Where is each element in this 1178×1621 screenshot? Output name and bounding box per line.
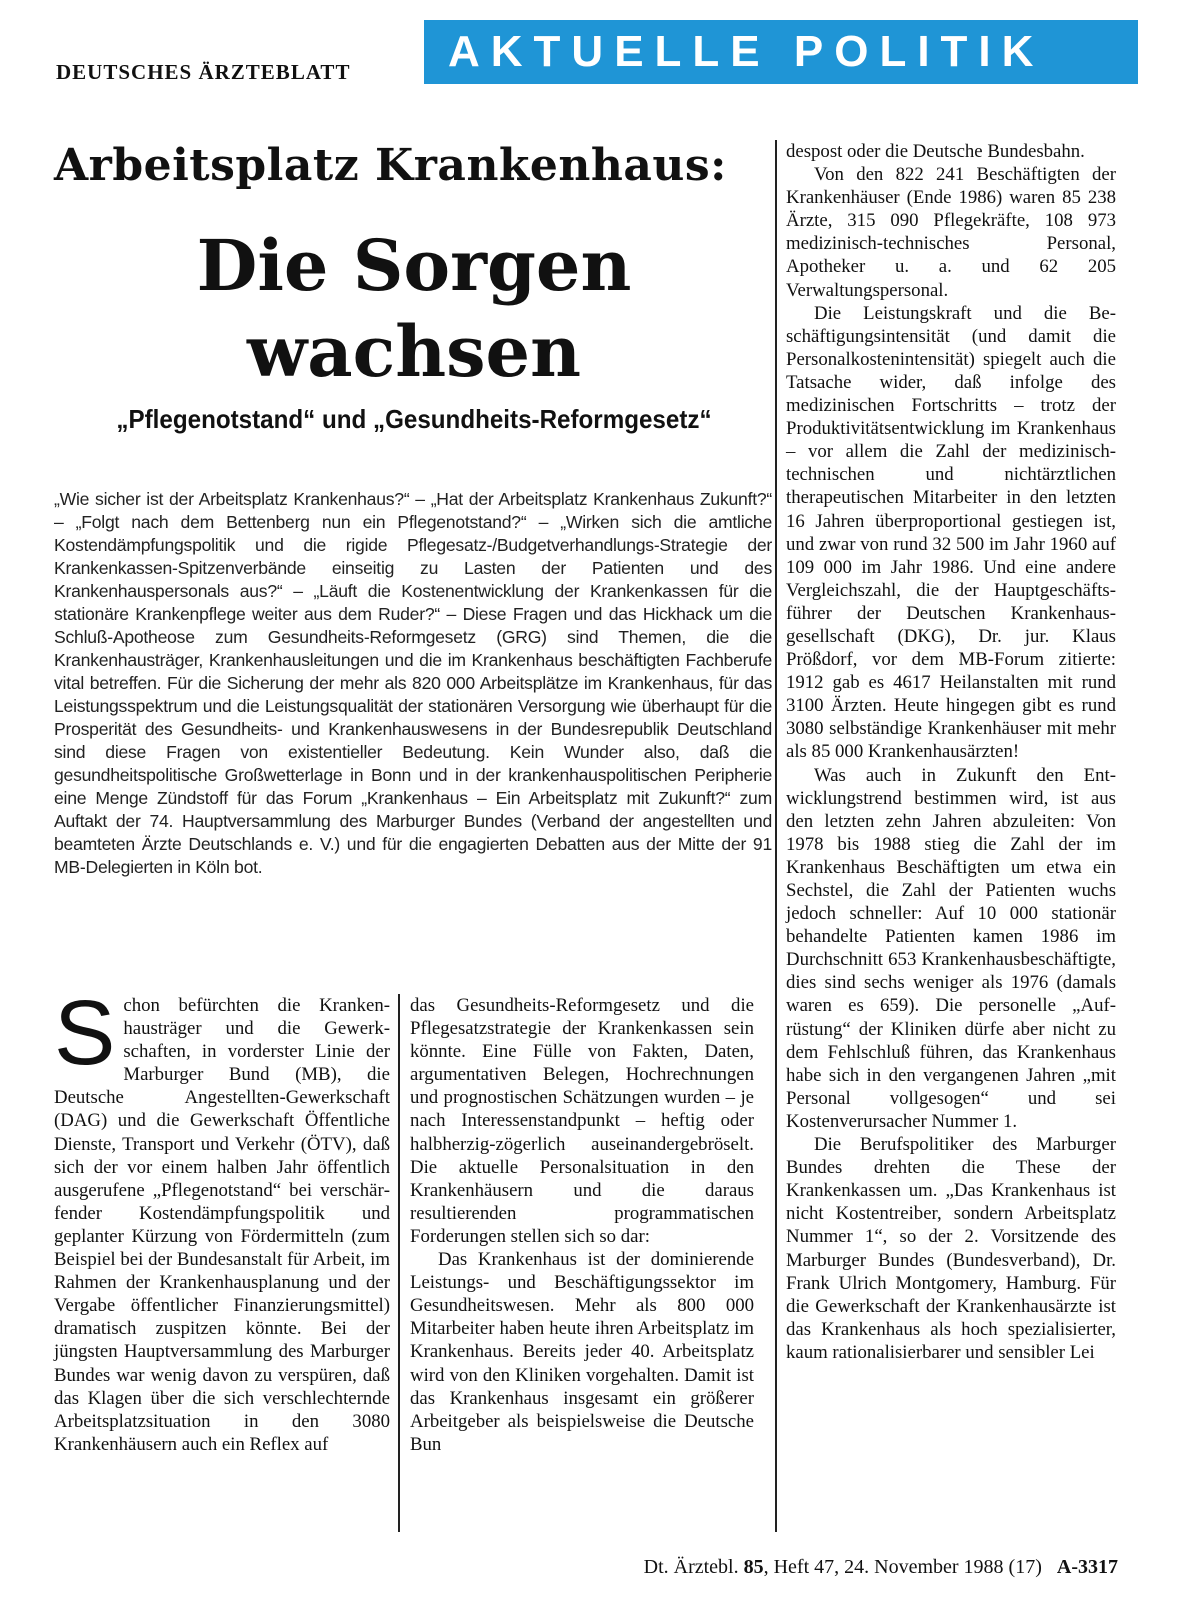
page-footer: [644, 1556, 1118, 1579]
paragraph: das Gesundheits-Reformgesetz und die Pflegesatzstrategie der Krankenkassen sein könnte. Eine Fülle von Fakten, Daten, argumentativen Belegen, Hochrechnungen und prognostischen Schätzungen wurden – je nach Interessenstandpunkt – heftig oder halbherzig-zögerlich auseinandergebröselt. Die aktuelle Personalsituation in den Krankenhäusern und die daraus resultierenden programmatischen Forderungen stellen sich so dar:: [410, 995, 754, 1247]
article-kicker: Arbeitsplatz Krankenhaus:: [54, 140, 727, 191]
article-lead: „Wie sicher ist der Arbeitsplatz Krankenhaus?“ – „Hat der Arbeitsplatz Krankenhaus Zukunft?“ – „Folgt nach dem Bettenberg nun ein Pflegenotstand?“ – „Wirken sich die amtliche Kostendämpfungspolitik und die rigide Pflegesatz-/Budgetverhandlungs-Strategie der Krankenkassen-Spitzenverbände einseitig zu Lasten der Patienten und des Krankenhauspersonals aus?“ – „Läuft die Kostenentwicklung der Krankenkassen für die stationäre Krankenpflege weiter aus dem Ruder?“ – Diese Fragen und das Hickhack um die Schluß-Apotheose zum Gesundheits-Reformgesetz (GRG) sind Themen, die die Krankenhausträger, Krankenhausleitungen und die im Krankenhaus beschäftigten Fachberufe vital betreffen. Für die Sicherung der mehr als 820 000 Arbeitsplätze im Krankenhaus, für das Leistungsspektrum und die Leistungsqualität der stationären Versorgung wie überhaupt für die Prosperität des Gesundheits- und Krankenhauswesens in der Bundesrepublik Deutschland sind diese Fragen von existentieller Bedeutung. Kein Wunder also, daß die gesundheitspolitische Großwetterlage in Bonn und in der krankenhauspolitischen Peripherie eine Menge Zündstoff für das Forum „Krankenhaus – Ein Arbeitsplatz mit Zukunft?“ zum Auftakt der 74. Hauptversammlung des Marburger Bundes (Verband der angestellten und beamteten Ärzte Deutschlands e. V.) und für die engagierten Debatten aus der Mitte der 91 MB-Delegierten in Köln bot.: [54, 489, 772, 877]
drop-cap: S: [54, 982, 116, 1084]
paragraph: despost oder die Deutsche Bundesbahn.: [786, 141, 1085, 162]
body-column-1: [54, 982, 390, 1456]
column-rule-main: [775, 140, 777, 1532]
masthead: DEUTSCHES ÄRZTEBLATT: [56, 60, 351, 84]
paragraph: Was auch in Zukunft den Entwicklungstrend bestimmen wird, ist aus den letzten zehn Jahren abzuleiten: Von 1978 bis 1988 stieg die Zahl der im Krankenhaus Beschäftigten um etwa ein Sechstel, die Zahl der Patienten wuchs jedoch schneller: Auf 10 000 stationär behandelte Patienten kamen 1986 im Durchschnitt 653 Krankenhausbeschäftigte, dies sind sechs weniger als 1976 (damals waren es 659). Die personelle „Aufrüstung“ der Kliniken dürfe aber nicht zu dem Fehlschluß führen, das Krankenhaus habe sich in den vergangenen Jahren „mit Personal vollgesogen“ und sei Kostenverursacher Nummer 1.: [786, 764, 1116, 1132]
body-column-3: [786, 140, 1116, 1364]
article-headline: [54, 223, 774, 395]
paragraph: [54, 982, 390, 1456]
paragraph: Das Krankenhaus ist der dominierende Leistungs- und Beschäftigungssektor im Gesundheitswesen. Mehr als 800 000 Mitarbeiter haben heute ihren Arbeitsplatz im Krankenhaus. Bereits jeder 40. Arbeitsplatz wird von den Kliniken vorgehalten. Damit ist das Krankenhaus insgesamt ein größerer Arbeitgeber als beispielsweise die Deutsche Bun: [410, 1249, 754, 1455]
column-rule-left: [398, 994, 400, 1532]
headline-line-1: Die Sorgen: [196, 224, 632, 307]
paragraph: Die Berufspolitiker des Marburger Bundes drehten die These der Krankenkassen um. „Das Krankenhaus ist nicht Kostentreiber, sondern Arbeitsplatz Nummer 1“, so der 2. Vorsitzende des Marburger Bundes (Bundesverband), Dr. Frank Ulrich Montgomery, Hamburg. Für die Gewerkschaft der Krankenhausärzte ist das Krankenhaus als hoch spezialisierter, kaum rationalisierbarer und sensibler Lei: [786, 1134, 1116, 1363]
issue-date: , Heft 47, 24. November 1988 (17): [763, 1556, 1042, 1578]
section-rubric: AKTUELLE POLITIK: [424, 20, 1138, 84]
headline-line-2: wachsen: [247, 310, 581, 393]
paragraph: Von den 822 241 Beschäftigten der Krankenhäuser (Ende 1986) waren 85 238 Ärzte, 315 090 Pflegekräfte, 108 973 medizinisch-technisches Personal, Apotheker u. a. und 62 205 Verwaltungspersonal.: [786, 164, 1116, 301]
journal-volume: 85: [743, 1556, 764, 1578]
paragraph-text: chon befürchten die Krankenhausträger und die Gewerkschaften, in vorderster Linie der Marburger Bund (MB), die Deutsche Angestellten-Gewerkschaft (DAG) und die Gewerkschaft Öffentliche Dienste, Transport und Verkehr (ÖTV), daß sich der vor einem halben Jahr öffentlich ausgerufene „Pflegenotstand“ bei verschärfender Kostendämpfungspolitik und geplanter Kürzung von Fördermitteln (zum Beispiel bei der Bundesanstalt für Arbeit, im Rahmen der Krankenhausplanung und der Vergabe öffentlicher Finanzierungsmittel) dramatisch zuspitzen könnte. Bei der jüngsten Hauptversammlung des Marburger Bundes war wenig davon zu verspüren, daß das Klagen über die sich verschlechternde Arbeitsplatzsituation in den 3080 Krankenhäusern auch ein Reflex auf: [54, 995, 390, 1455]
journal-name: Dt. Ärztebl.: [643, 1556, 739, 1578]
paragraph: Die Leistungskraft und die Beschäftigungsintensität (und damit die Personalkostenintensität) spiegelt auch die Tatsache wider, daß infolge des medizinischen Fortschritts – trotz der Produktivitätsentwicklung im Krankenhaus – vor allem die Zahl der medizinisch-technischen und nichtärztlichen therapeutischen Mitarbeiter in den letzten 16 Jahren überproportional gestiegen ist, und zwar von rund 32 500 im Jahr 1960 auf 109 000 im Jahr 1986. Und eine andere Vergleichszahl, die der Hauptgeschäftsführer der Deutschen Krankenhausgesellschaft (DKG), Dr. jur. Klaus Prößdorf, vor dem MB-Forum zitierte: 1912 gab es 4617 Heilanstalten mit rund 3100 Ärzten. Heute hingegen gibt es rund 3080 selbständige Krankenhäuser mit mehr als 85 000 Krankenhausärzten!: [786, 302, 1116, 763]
body-column-2: [410, 994, 754, 1456]
article-subtitle: „Pflegenotstand“ und „Gesundheits-Reformgesetz“: [116, 404, 712, 434]
page-number: A-3317: [1056, 1556, 1118, 1578]
